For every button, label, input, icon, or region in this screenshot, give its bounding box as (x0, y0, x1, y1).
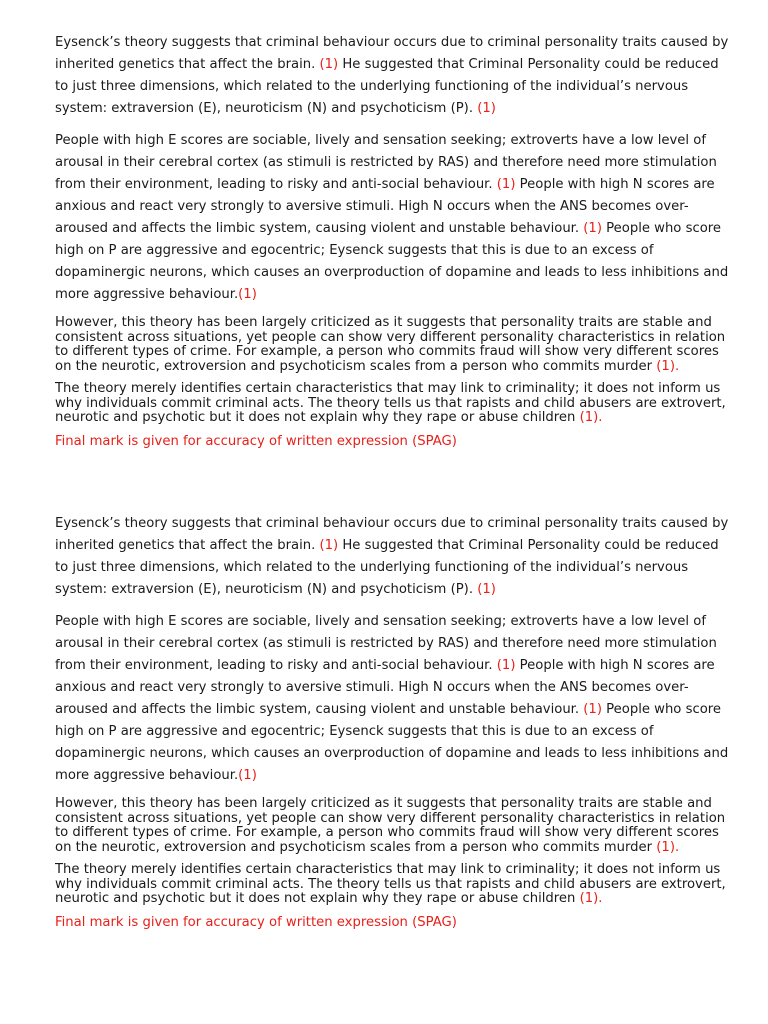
mark-point: (1) (583, 702, 602, 717)
mark-point: (1). (579, 891, 603, 906)
separator-line: ___________ _____ ___________ ________________ _____ _______________________ ___________ _______ (55, 449, 633, 460)
mark-point: (1) (496, 177, 516, 192)
final-mark-note: Final mark is given for accuracy of written expression (SPAG) (55, 914, 457, 930)
paragraph-limitation: The theory merely identifies certain characteristics that may link to criminality; it does not inform us why individuals commit criminal acts. The theory tells us that rapists and child abusers are extrovert, neurotic and psychotic but it does not explain why they rape or abuse children (1). (55, 862, 726, 906)
paragraph-dimensions: People with high E scores are sociable, lively and sensation seeking; extroverts have a low level of arousal in their cerebral cortex (as stimuli is restricted by RAS) and therefore need more stimulation from their environment, leading to risky and anti-social behaviour. (1) People with high N scores are anxious and react very strongly to aversive stimuli. High N occurs when the ANS becomes over-aroused and affects the limbic system, causing violent and unstable behaviour. (1) People who score high on P are aggressive and egocentric; Eysenck suggests that this is due to an excess of dopaminergic neurons, which causes an overproduction of dopamine and leads to less inhibitions and more aggressive behaviour.(1) (55, 614, 729, 783)
mark-point: (1) (238, 768, 257, 783)
mark-point: (1) (319, 57, 339, 72)
answer-block-1 (55, 32, 735, 460)
paragraph-theory: Eysenck’s theory suggests that criminal behaviour occurs due to criminal personality traits caused by inherited genetics that affect the brain. (1) He suggested that Criminal Personality could be reduced to just three dimensions, which related to the underlying functioning of the individual’s nervous system: extraversion (E), neuroticism (N) and psychoticism (P). (1) (55, 35, 729, 116)
answer-block-2 (55, 513, 735, 931)
mark-point: (1) (477, 101, 496, 116)
mark-point: (1) (319, 538, 339, 553)
mark-point: (1). (579, 410, 603, 425)
mark-point: (1). (656, 358, 680, 374)
paragraph-theory: Eysenck’s theory suggests that criminal behaviour occurs due to criminal personality traits caused by inherited genetics that affect the brain. (1) He suggested that Criminal Personality could be reduced to just three dimensions, which related to the underlying functioning of the individual’s nervous system: extraversion (E), neuroticism (N) and psychoticism (P). (1) (55, 516, 729, 597)
mark-point: (1). (656, 839, 680, 855)
mark-point: (1) (477, 582, 496, 597)
mark-point: (1) (583, 221, 602, 236)
paragraph-dimensions: People with high E scores are sociable, lively and sensation seeking; extroverts have a low level of arousal in their cerebral cortex (as stimuli is restricted by RAS) and therefore need more stimulation from their environment, leading to risky and anti-social behaviour. (1) People with high N scores are anxious and react very strongly to aversive stimuli. High N occurs when the ANS becomes over-aroused and affects the limbic system, causing violent and unstable behaviour. (1) People who score high on P are aggressive and egocentric; Eysenck suggests that this is due to an excess of dopaminergic neurons, which causes an overproduction of dopamine and leads to less inhibitions and more aggressive behaviour.(1) (55, 133, 729, 302)
mark-point: (1) (496, 658, 516, 673)
final-mark-note: Final mark is given for accuracy of written expression (SPAG) (55, 433, 457, 449)
paragraph-criticism: However, this theory has been largely criticized as it suggests that personality traits are stable and consistent across situations, yet people can show very different personality characteristics in relation to different types of crime. For example, a person who commits fraud will show very different scores on the neurotic, extroversion and psychoticism scales from a person who commits murder (1). (55, 315, 726, 374)
paragraph-criticism: However, this theory has been largely criticized as it suggests that personality traits are stable and consistent across situations, yet people can show very different personality characteristics in relation to different types of crime. For example, a person who commits fraud will show very different scores on the neurotic, extroversion and psychoticism scales from a person who commits murder (1). (55, 796, 726, 855)
paragraph-limitation: The theory merely identifies certain characteristics that may link to criminality; it does not inform us why individuals commit criminal acts. The theory tells us that rapists and child abusers are extrovert, neurotic and psychotic but it does not explain why they rape or abuse children (1). (55, 381, 726, 425)
mark-point: (1) (238, 287, 257, 302)
